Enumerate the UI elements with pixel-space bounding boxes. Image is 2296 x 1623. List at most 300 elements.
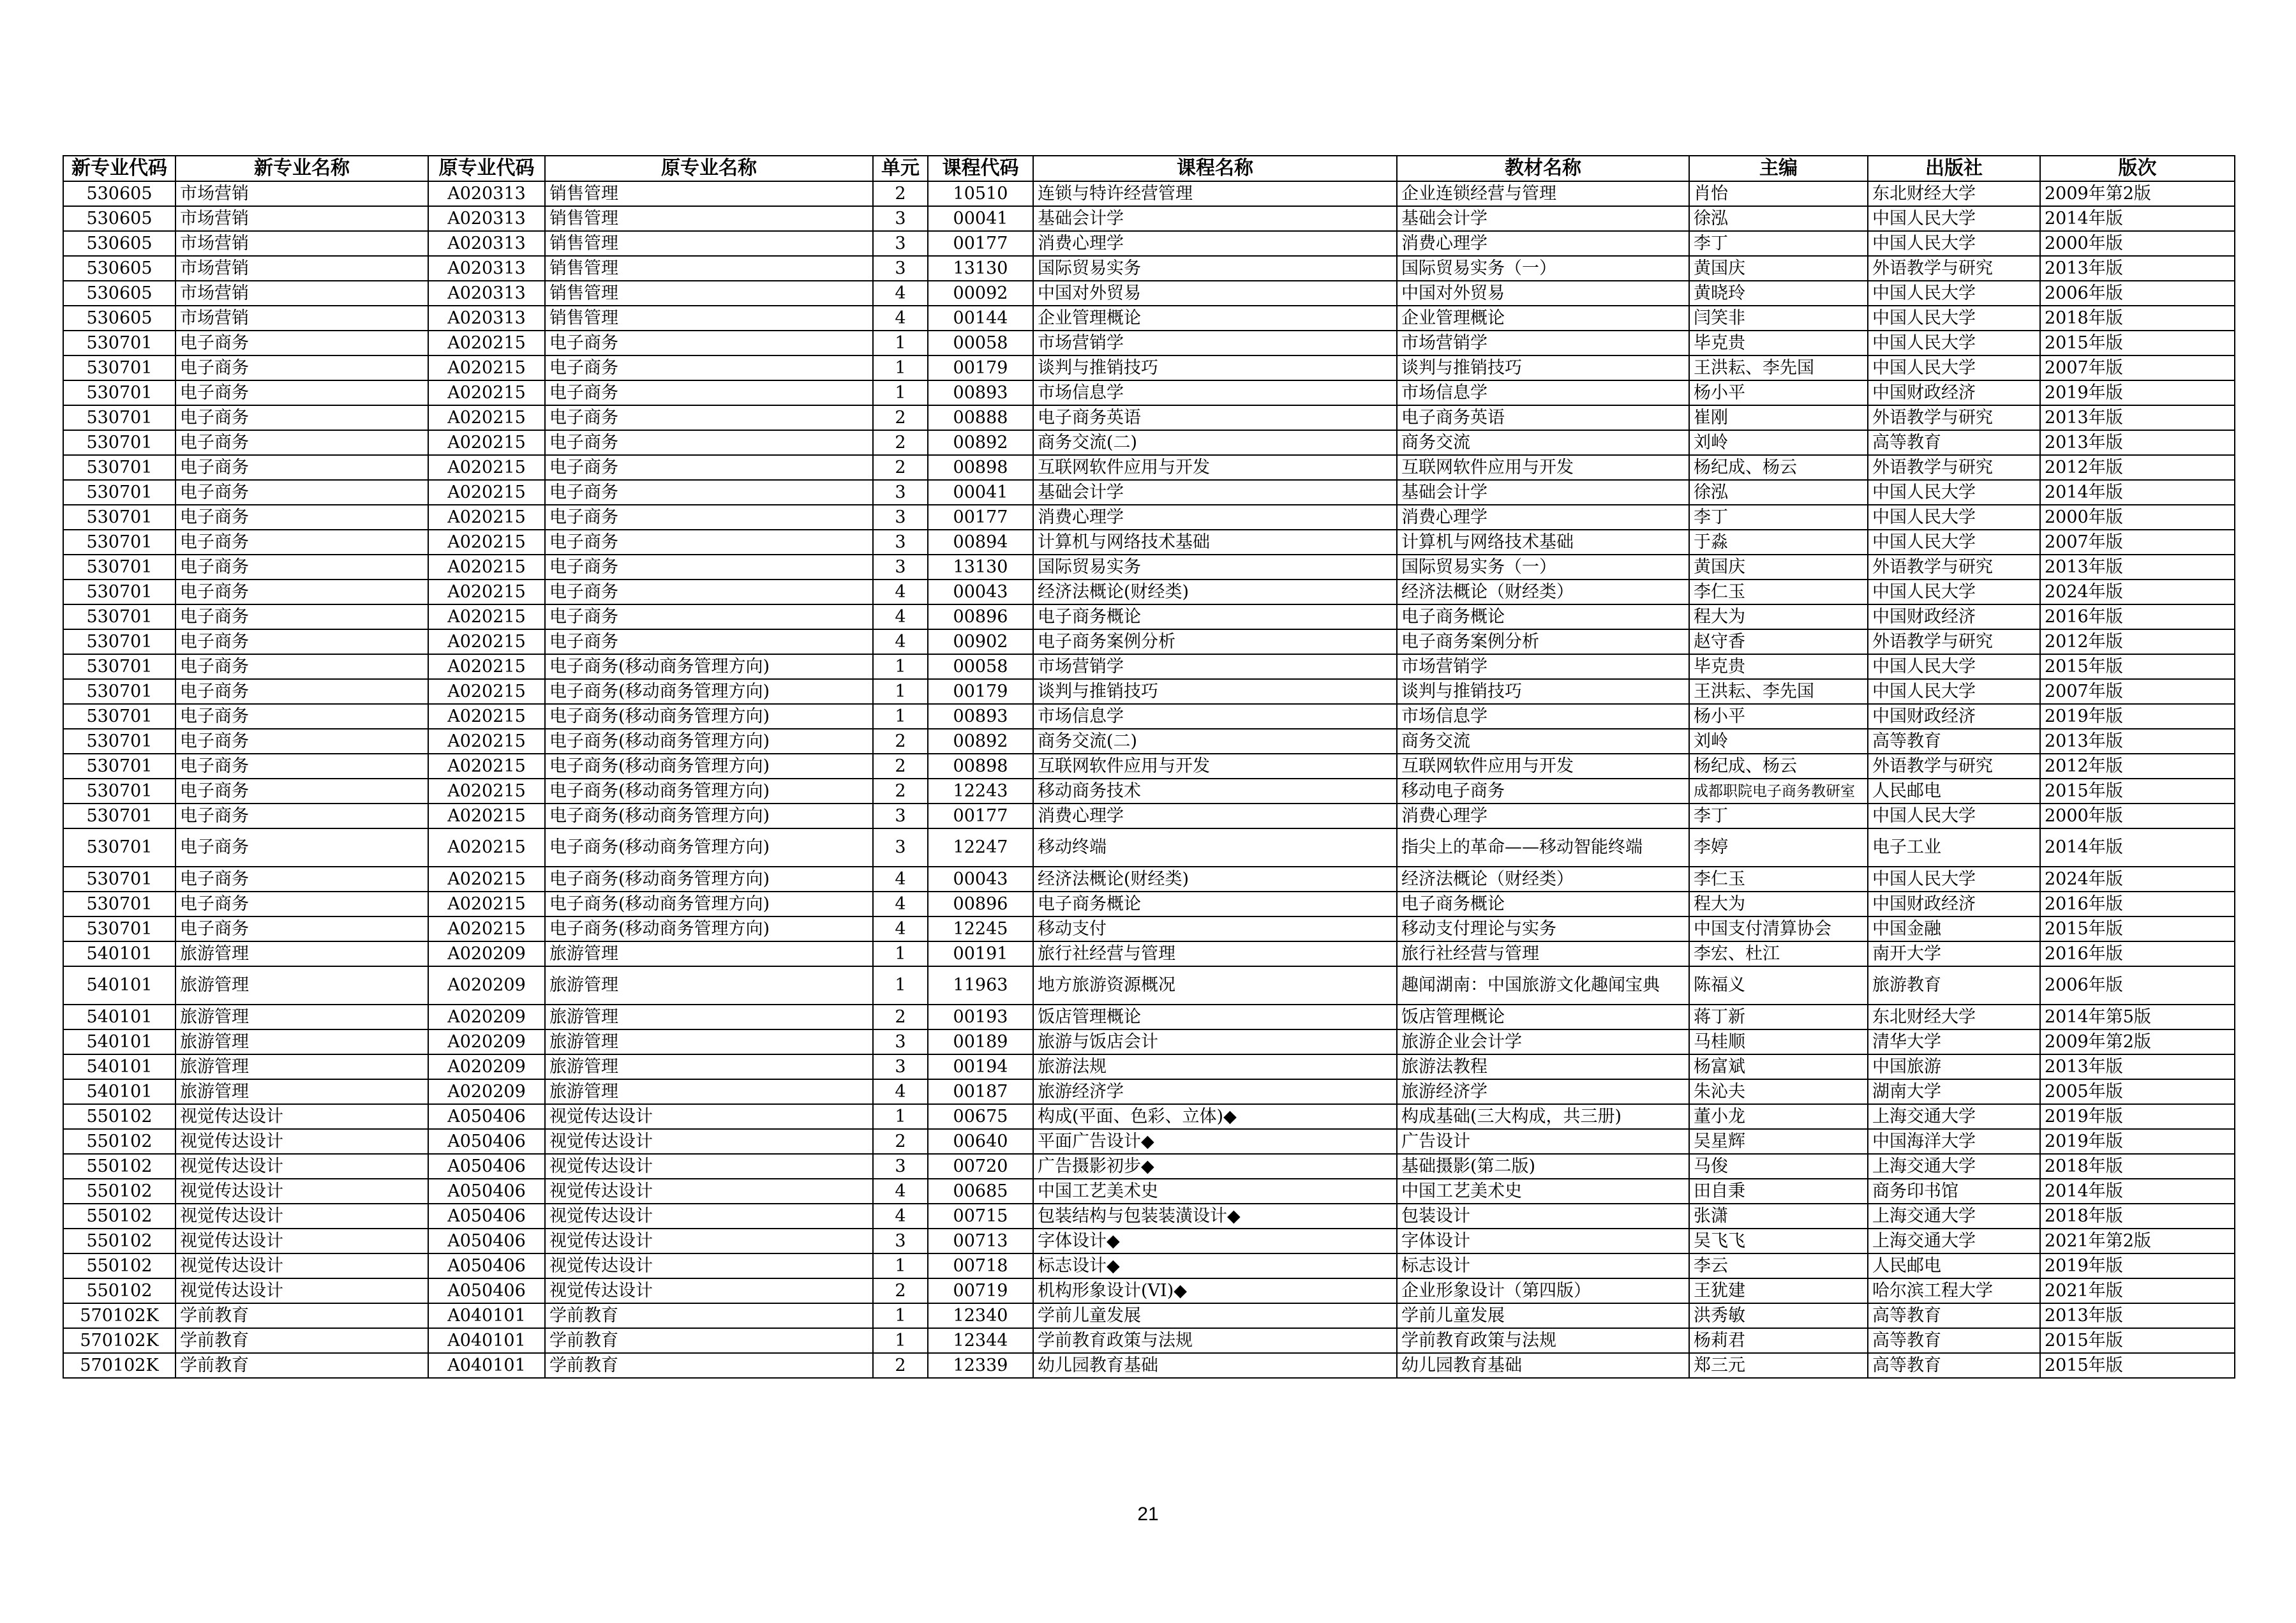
cell-old-major-name: 电子商务 — [545, 380, 873, 405]
cell-new-major-name: 电子商务 — [175, 654, 428, 679]
table-row — [63, 331, 2235, 355]
cell-publisher: 中国人民大学 — [1868, 530, 2040, 555]
cell-textbook-name: 消费心理学 — [1397, 804, 1689, 828]
cell-new-major-code: 550102 — [63, 1204, 175, 1229]
cell-publisher: 东北财经大学 — [1868, 1005, 2040, 1029]
cell-unit: 1 — [873, 1303, 928, 1328]
cell-old-major-code: A020215 — [428, 654, 545, 679]
cell-old-major-name: 电子商务(移动商务管理方向) — [545, 779, 873, 804]
cell-old-major-name: 电子商务 — [545, 430, 873, 455]
cell-new-major-code: 530701 — [63, 804, 175, 828]
column-header-textbook-name: 教材名称 — [1397, 156, 1689, 181]
cell-unit: 3 — [873, 256, 928, 281]
cell-editor: 朱沁夫 — [1689, 1079, 1868, 1104]
cell-old-major-code: A020215 — [428, 405, 545, 430]
cell-edition: 2016年版 — [2040, 941, 2235, 966]
cell-old-major-name: 电子商务 — [545, 530, 873, 555]
table-row — [63, 405, 2235, 430]
cell-textbook-name: 计算机与网络技术基础 — [1397, 530, 1689, 555]
cell-new-major-name: 旅游管理 — [175, 1029, 428, 1054]
cell-old-major-code: A020215 — [428, 867, 545, 892]
cell-editor: 杨莉君 — [1689, 1328, 1868, 1353]
cell-new-major-name: 旅游管理 — [175, 966, 428, 1005]
cell-editor: 蒋丁新 — [1689, 1005, 1868, 1029]
cell-old-major-name: 电子商务 — [545, 555, 873, 580]
cell-publisher: 外语教学与研究 — [1868, 256, 2040, 281]
cell-course-name: 旅行社经营与管理 — [1033, 941, 1397, 966]
cell-old-major-code: A050406 — [428, 1179, 545, 1204]
cell-new-major-name: 视觉传达设计 — [175, 1229, 428, 1253]
cell-new-major-code: 530605 — [63, 306, 175, 331]
cell-unit: 2 — [873, 455, 928, 480]
cell-course-code: 13130 — [928, 555, 1033, 580]
cell-unit: 1 — [873, 1253, 928, 1278]
cell-editor: 杨小平 — [1689, 380, 1868, 405]
cell-course-code: 12243 — [928, 779, 1033, 804]
cell-course-code: 00896 — [928, 892, 1033, 916]
cell-textbook-name: 电子商务概论 — [1397, 892, 1689, 916]
cell-course-code: 00893 — [928, 380, 1033, 405]
cell-edition: 2024年版 — [2040, 867, 2235, 892]
cell-textbook-name: 幼儿园教育基础 — [1397, 1353, 1689, 1378]
cell-unit: 4 — [873, 629, 928, 654]
cell-publisher: 高等教育 — [1868, 1303, 2040, 1328]
cell-old-major-code: A020215 — [428, 779, 545, 804]
cell-old-major-name: 视觉传达设计 — [545, 1129, 873, 1154]
column-header-new-major-code: 新专业代码 — [63, 156, 175, 181]
cell-old-major-code: A050406 — [428, 1104, 545, 1129]
cell-editor: 杨小平 — [1689, 704, 1868, 729]
table-row — [63, 306, 2235, 331]
cell-publisher: 电子工业 — [1868, 828, 2040, 867]
cell-unit: 3 — [873, 1229, 928, 1253]
table-row — [63, 1328, 2235, 1353]
column-header-editor: 主编 — [1689, 156, 1868, 181]
cell-editor: 黄晓玲 — [1689, 281, 1868, 306]
cell-new-major-name: 学前教育 — [175, 1328, 428, 1353]
cell-new-major-code: 530701 — [63, 480, 175, 505]
cell-old-major-name: 电子商务(移动商务管理方向) — [545, 867, 873, 892]
cell-editor: 成都职院电子商务教研室 — [1689, 779, 1868, 804]
cell-publisher: 上海交通大学 — [1868, 1229, 2040, 1253]
table-row — [63, 1303, 2235, 1328]
cell-textbook-name: 消费心理学 — [1397, 505, 1689, 530]
cell-edition: 2012年版 — [2040, 455, 2235, 480]
cell-old-major-code: A050406 — [428, 1229, 545, 1253]
table-row — [63, 754, 2235, 779]
cell-old-major-name: 视觉传达设计 — [545, 1204, 873, 1229]
cell-course-code: 00902 — [928, 629, 1033, 654]
cell-course-name: 字体设计◆ — [1033, 1229, 1397, 1253]
cell-old-major-code: A020215 — [428, 804, 545, 828]
cell-unit: 3 — [873, 206, 928, 231]
cell-old-major-name: 视觉传达设计 — [545, 1278, 873, 1303]
cell-editor: 赵守香 — [1689, 629, 1868, 654]
cell-course-name: 电子商务概论 — [1033, 604, 1397, 629]
cell-course-name: 企业管理概论 — [1033, 306, 1397, 331]
cell-unit: 4 — [873, 1079, 928, 1104]
cell-editor: 李仁玉 — [1689, 867, 1868, 892]
cell-old-major-name: 销售管理 — [545, 256, 873, 281]
cell-new-major-code: 530701 — [63, 779, 175, 804]
cell-publisher: 湖南大学 — [1868, 1079, 2040, 1104]
cell-new-major-code: 530701 — [63, 331, 175, 355]
cell-textbook-name: 企业形象设计（第四版） — [1397, 1278, 1689, 1303]
table-row — [63, 1353, 2235, 1378]
cell-unit: 4 — [873, 1179, 928, 1204]
cell-textbook-name: 国际贸易实务（一） — [1397, 256, 1689, 281]
cell-textbook-name: 旅游企业会计学 — [1397, 1029, 1689, 1054]
cell-textbook-name: 字体设计 — [1397, 1229, 1689, 1253]
cell-edition: 2000年版 — [2040, 804, 2235, 828]
cell-old-major-code: A020313 — [428, 181, 545, 206]
cell-publisher: 中国金融 — [1868, 916, 2040, 941]
cell-old-major-name: 学前教育 — [545, 1303, 873, 1328]
table-row — [63, 679, 2235, 704]
table-row — [63, 1278, 2235, 1303]
cell-edition: 2013年版 — [2040, 729, 2235, 754]
cell-editor: 毕克贵 — [1689, 331, 1868, 355]
cell-new-major-name: 电子商务 — [175, 505, 428, 530]
cell-textbook-name: 饭店管理概论 — [1397, 1005, 1689, 1029]
column-header-old-major-code: 原专业代码 — [428, 156, 545, 181]
cell-edition: 2021年版 — [2040, 1278, 2235, 1303]
cell-unit: 3 — [873, 480, 928, 505]
cell-editor: 李丁 — [1689, 505, 1868, 530]
cell-new-major-name: 电子商务 — [175, 629, 428, 654]
cell-edition: 2012年版 — [2040, 754, 2235, 779]
cell-course-name: 商务交流(二) — [1033, 430, 1397, 455]
cell-old-major-code: A050406 — [428, 1278, 545, 1303]
cell-edition: 2013年版 — [2040, 1303, 2235, 1328]
cell-publisher: 高等教育 — [1868, 729, 2040, 754]
cell-editor: 毕克贵 — [1689, 654, 1868, 679]
cell-textbook-name: 旅游经济学 — [1397, 1079, 1689, 1104]
cell-course-name: 互联网软件应用与开发 — [1033, 754, 1397, 779]
cell-new-major-name: 市场营销 — [175, 181, 428, 206]
table-row — [63, 828, 2235, 867]
cell-course-name: 商务交流(二) — [1033, 729, 1397, 754]
cell-publisher: 上海交通大学 — [1868, 1104, 2040, 1129]
cell-old-major-code: A020215 — [428, 629, 545, 654]
cell-editor: 吴飞飞 — [1689, 1229, 1868, 1253]
cell-publisher: 中国财政经济 — [1868, 604, 2040, 629]
cell-old-major-code: A020215 — [428, 355, 545, 380]
cell-old-major-code: A020215 — [428, 505, 545, 530]
cell-textbook-name: 市场信息学 — [1397, 380, 1689, 405]
table-row — [63, 206, 2235, 231]
table-row — [63, 892, 2235, 916]
cell-editor: 刘岭 — [1689, 729, 1868, 754]
cell-course-code: 12245 — [928, 916, 1033, 941]
cell-course-name: 广告摄影初步◆ — [1033, 1154, 1397, 1179]
table-row — [63, 256, 2235, 281]
cell-unit: 4 — [873, 1204, 928, 1229]
cell-edition: 2015年版 — [2040, 654, 2235, 679]
cell-course-code: 00189 — [928, 1029, 1033, 1054]
cell-unit: 2 — [873, 181, 928, 206]
cell-textbook-name: 国际贸易实务（一） — [1397, 555, 1689, 580]
table-row — [63, 704, 2235, 729]
cell-editor: 李丁 — [1689, 804, 1868, 828]
cell-course-name: 电子商务英语 — [1033, 405, 1397, 430]
cell-old-major-name: 电子商务 — [545, 480, 873, 505]
cell-new-major-code: 530701 — [63, 654, 175, 679]
cell-course-code: 00894 — [928, 530, 1033, 555]
cell-new-major-code: 540101 — [63, 1029, 175, 1054]
cell-course-code: 12339 — [928, 1353, 1033, 1378]
cell-course-name: 旅游与饭店会计 — [1033, 1029, 1397, 1054]
cell-course-code: 00718 — [928, 1253, 1033, 1278]
cell-course-name: 基础会计学 — [1033, 480, 1397, 505]
cell-course-name: 地方旅游资源概况 — [1033, 966, 1397, 1005]
cell-course-name: 连锁与特许经营管理 — [1033, 181, 1397, 206]
table-row — [63, 1005, 2235, 1029]
cell-textbook-name: 谈判与推销技巧 — [1397, 355, 1689, 380]
cell-textbook-name: 基础会计学 — [1397, 480, 1689, 505]
column-header-course-name: 课程名称 — [1033, 156, 1397, 181]
cell-edition: 2019年版 — [2040, 1104, 2235, 1129]
cell-unit: 1 — [873, 704, 928, 729]
cell-textbook-name: 构成基础(三大构成，共三册) — [1397, 1104, 1689, 1129]
cell-new-major-name: 视觉传达设计 — [175, 1278, 428, 1303]
column-header-edition: 版次 — [2040, 156, 2235, 181]
cell-textbook-name: 消费心理学 — [1397, 231, 1689, 256]
cell-new-major-code: 530701 — [63, 555, 175, 580]
cell-new-major-code: 540101 — [63, 966, 175, 1005]
cell-unit: 2 — [873, 1278, 928, 1303]
table-row — [63, 530, 2235, 555]
cell-new-major-code: 570102K — [63, 1303, 175, 1328]
cell-course-name: 旅游法规 — [1033, 1054, 1397, 1079]
cell-new-major-code: 550102 — [63, 1253, 175, 1278]
cell-edition: 2014年第5版 — [2040, 1005, 2235, 1029]
cell-publisher: 外语教学与研究 — [1868, 455, 2040, 480]
cell-old-major-name: 销售管理 — [545, 281, 873, 306]
cell-new-major-name: 电子商务 — [175, 679, 428, 704]
cell-course-name: 标志设计◆ — [1033, 1253, 1397, 1278]
cell-edition: 2015年版 — [2040, 1353, 2235, 1378]
cell-course-code: 00713 — [928, 1229, 1033, 1253]
cell-course-code: 00092 — [928, 281, 1033, 306]
cell-unit: 3 — [873, 505, 928, 530]
cell-textbook-name: 电子商务案例分析 — [1397, 629, 1689, 654]
cell-editor: 陈福义 — [1689, 966, 1868, 1005]
cell-unit: 1 — [873, 331, 928, 355]
cell-publisher: 中国人民大学 — [1868, 281, 2040, 306]
cell-new-major-code: 530701 — [63, 729, 175, 754]
cell-editor: 程大为 — [1689, 892, 1868, 916]
cell-unit: 4 — [873, 281, 928, 306]
cell-editor: 于淼 — [1689, 530, 1868, 555]
cell-course-code: 00720 — [928, 1154, 1033, 1179]
cell-new-major-code: 530605 — [63, 256, 175, 281]
table-row — [63, 1104, 2235, 1129]
cell-publisher: 中国人民大学 — [1868, 867, 2040, 892]
cell-editor: 程大为 — [1689, 604, 1868, 629]
cell-publisher: 上海交通大学 — [1868, 1154, 2040, 1179]
cell-edition: 2013年版 — [2040, 256, 2235, 281]
cell-course-name: 国际贸易实务 — [1033, 256, 1397, 281]
cell-old-major-name: 电子商务 — [545, 580, 873, 604]
table-row — [63, 1229, 2235, 1253]
cell-old-major-name: 电子商务 — [545, 604, 873, 629]
cell-course-code: 11963 — [928, 966, 1033, 1005]
cell-unit: 1 — [873, 941, 928, 966]
cell-course-code: 00177 — [928, 505, 1033, 530]
cell-new-major-name: 电子商务 — [175, 355, 428, 380]
cell-old-major-code: A020209 — [428, 966, 545, 1005]
cell-old-major-name: 电子商务(移动商务管理方向) — [545, 892, 873, 916]
table-row — [63, 380, 2235, 405]
cell-unit: 3 — [873, 828, 928, 867]
cell-editor: 中国支付清算协会 — [1689, 916, 1868, 941]
cell-edition: 2013年版 — [2040, 405, 2235, 430]
cell-old-major-code: A020215 — [428, 380, 545, 405]
cell-publisher: 中国财政经济 — [1868, 380, 2040, 405]
table-row — [63, 1129, 2235, 1154]
cell-textbook-name: 指尖上的革命——移动智能终端 — [1397, 828, 1689, 867]
cell-new-major-code: 530605 — [63, 231, 175, 256]
page-number: 21 — [1137, 1504, 1159, 1525]
cell-unit: 1 — [873, 966, 928, 1005]
column-header-course-code: 课程代码 — [928, 156, 1033, 181]
table-row — [63, 455, 2235, 480]
table-row — [63, 941, 2235, 966]
table-row — [63, 555, 2235, 580]
cell-editor: 杨纪成、杨云 — [1689, 455, 1868, 480]
cell-new-major-code: 550102 — [63, 1278, 175, 1303]
cell-course-name: 学前教育政策与法规 — [1033, 1328, 1397, 1353]
cell-edition: 2018年版 — [2040, 1154, 2235, 1179]
cell-course-code: 00896 — [928, 604, 1033, 629]
cell-old-major-code: A020215 — [428, 828, 545, 867]
cell-new-major-code: 530701 — [63, 430, 175, 455]
cell-publisher: 中国财政经济 — [1868, 892, 2040, 916]
cell-old-major-name: 电子商务(移动商务管理方向) — [545, 754, 873, 779]
cell-course-code: 12340 — [928, 1303, 1033, 1328]
cell-new-major-code: 530701 — [63, 380, 175, 405]
cell-edition: 2013年版 — [2040, 1054, 2235, 1079]
cell-old-major-name: 电子商务 — [545, 355, 873, 380]
cell-old-major-code: A020215 — [428, 530, 545, 555]
cell-new-major-name: 学前教育 — [175, 1303, 428, 1328]
cell-edition: 2007年版 — [2040, 355, 2235, 380]
cell-edition: 2007年版 — [2040, 530, 2235, 555]
cell-editor: 王犹建 — [1689, 1278, 1868, 1303]
cell-old-major-name: 旅游管理 — [545, 966, 873, 1005]
column-header-new-major-name: 新专业名称 — [175, 156, 428, 181]
cell-new-major-name: 电子商务 — [175, 867, 428, 892]
table-row — [63, 867, 2235, 892]
cell-textbook-name: 趣闻湖南：中国旅游文化趣闻宝典 — [1397, 966, 1689, 1005]
cell-editor: 徐泓 — [1689, 480, 1868, 505]
table-row — [63, 1054, 2235, 1079]
cell-publisher: 外语教学与研究 — [1868, 555, 2040, 580]
cell-new-major-name: 旅游管理 — [175, 941, 428, 966]
cell-publisher: 中国财政经济 — [1868, 704, 2040, 729]
cell-new-major-name: 视觉传达设计 — [175, 1179, 428, 1204]
cell-course-code: 00640 — [928, 1129, 1033, 1154]
cell-edition: 2000年版 — [2040, 505, 2235, 530]
cell-edition: 2019年版 — [2040, 380, 2235, 405]
table-row — [63, 1029, 2235, 1054]
cell-old-major-code: A020313 — [428, 256, 545, 281]
table-row — [63, 580, 2235, 604]
cell-course-name: 中国工艺美术史 — [1033, 1179, 1397, 1204]
cell-new-major-name: 电子商务 — [175, 331, 428, 355]
cell-new-major-code: 530605 — [63, 206, 175, 231]
cell-textbook-name: 移动支付理论与实务 — [1397, 916, 1689, 941]
cell-old-major-code: A020209 — [428, 1005, 545, 1029]
cell-new-major-name: 市场营销 — [175, 281, 428, 306]
cell-editor: 黄国庆 — [1689, 555, 1868, 580]
cell-new-major-code: 530701 — [63, 355, 175, 380]
cell-new-major-code: 530701 — [63, 580, 175, 604]
cell-unit: 2 — [873, 1353, 928, 1378]
cell-new-major-name: 市场营销 — [175, 206, 428, 231]
cell-new-major-code: 540101 — [63, 941, 175, 966]
cell-new-major-name: 市场营销 — [175, 231, 428, 256]
cell-old-major-code: A020313 — [428, 206, 545, 231]
cell-course-code: 00191 — [928, 941, 1033, 966]
table-row — [63, 729, 2235, 754]
cell-publisher: 中国人民大学 — [1868, 355, 2040, 380]
cell-editor: 杨富斌 — [1689, 1054, 1868, 1079]
cell-textbook-name: 基础会计学 — [1397, 206, 1689, 231]
cell-old-major-name: 旅游管理 — [545, 1079, 873, 1104]
cell-course-name: 电子商务概论 — [1033, 892, 1397, 916]
cell-course-code: 00892 — [928, 729, 1033, 754]
cell-publisher: 中国人民大学 — [1868, 306, 2040, 331]
cell-editor: 李丁 — [1689, 231, 1868, 256]
cell-edition: 2019年版 — [2040, 1253, 2235, 1278]
cell-new-major-name: 学前教育 — [175, 1353, 428, 1378]
cell-unit: 2 — [873, 729, 928, 754]
cell-course-name: 经济法概论(财经类) — [1033, 580, 1397, 604]
cell-edition: 2021年第2版 — [2040, 1229, 2235, 1253]
cell-edition: 2016年版 — [2040, 604, 2235, 629]
cell-old-major-name: 电子商务(移动商务管理方向) — [545, 704, 873, 729]
cell-edition: 2015年版 — [2040, 779, 2235, 804]
column-header-publisher: 出版社 — [1868, 156, 2040, 181]
cell-publisher: 高等教育 — [1868, 1328, 2040, 1353]
cell-course-name: 市场营销学 — [1033, 331, 1397, 355]
cell-new-major-name: 视觉传达设计 — [175, 1154, 428, 1179]
cell-new-major-code: 550102 — [63, 1154, 175, 1179]
cell-old-major-code: A040101 — [428, 1303, 545, 1328]
cell-old-major-code: A020215 — [428, 604, 545, 629]
cell-publisher: 旅游教育 — [1868, 966, 2040, 1005]
table-row — [63, 779, 2235, 804]
cell-course-name: 移动支付 — [1033, 916, 1397, 941]
cell-unit: 3 — [873, 555, 928, 580]
cell-course-name: 互联网软件应用与开发 — [1033, 455, 1397, 480]
cell-new-major-name: 电子商务 — [175, 779, 428, 804]
cell-edition: 2006年版 — [2040, 966, 2235, 1005]
cell-editor: 李仁玉 — [1689, 580, 1868, 604]
cell-unit: 3 — [873, 1054, 928, 1079]
cell-publisher: 人民邮电 — [1868, 1253, 2040, 1278]
cell-new-major-name: 电子商务 — [175, 754, 428, 779]
cell-new-major-name: 电子商务 — [175, 704, 428, 729]
cell-old-major-code: A020215 — [428, 480, 545, 505]
cell-course-name: 谈判与推销技巧 — [1033, 355, 1397, 380]
cell-new-major-name: 电子商务 — [175, 530, 428, 555]
cell-new-major-name: 电子商务 — [175, 828, 428, 867]
cell-course-name: 移动终端 — [1033, 828, 1397, 867]
cell-new-major-name: 电子商务 — [175, 580, 428, 604]
